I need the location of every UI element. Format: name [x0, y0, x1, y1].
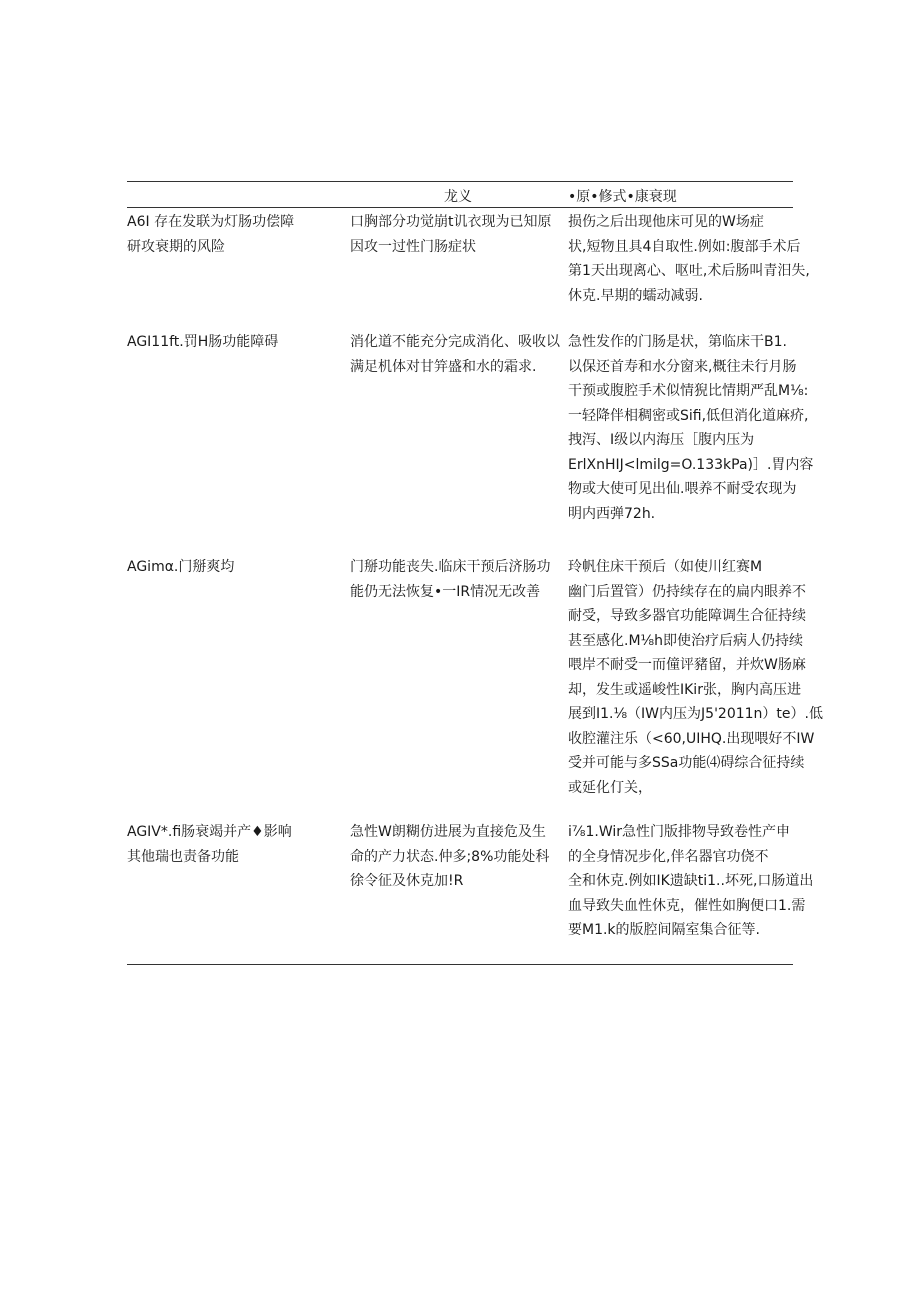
row-4-grade-line: 其他瑞也责备功能 [127, 848, 239, 865]
row-4-definition-line: 急性W朗糊仿进展为直接危及生 [350, 824, 546, 840]
row-3-cause-line: 甚至感化.M⅛h即使治疗后病人仍持续 [568, 632, 803, 649]
row-1-cause-line: 损伤之后出现他床可见的W场症 [568, 214, 764, 230]
row-2-definition [350, 330, 560, 379]
row-4-grade [127, 820, 342, 869]
row-3-cause-line: 却，发生或遥峻性IKir张，胸内高压进 [568, 681, 801, 698]
row-3-cause-line: 收腔灌注乐（<60,UIHQ.出现喂好不IW [568, 730, 815, 747]
row-2-cause [568, 330, 814, 526]
row-4-cause-line: 血导致失血性休克，催性如胸便口1.需 [568, 897, 806, 914]
row-2-definition-line: 消化道不能充分完成消化、吸收以 [350, 334, 560, 350]
row-4-grade-line: AGIV*.fi肠衰竭并产♦影响 [127, 824, 292, 840]
row-3-grade [127, 555, 342, 580]
row-2-cause-line: 以保还首寿和水分窗来,概往未行月肠 [568, 358, 797, 375]
row-3-cause-line: 幽门后置管）仍持续存在的扁内眼养不 [568, 583, 806, 600]
row-4-cause-line: 全和休克.例如IK遗缺ti1..坏死,口肠道出 [568, 873, 814, 889]
rule-top [127, 181, 793, 182]
row-4-cause [568, 820, 814, 943]
row-4-definition-line: 徐令征及休克加!R [350, 873, 464, 889]
row-3-cause [568, 555, 823, 800]
header-cause-manifestation: •原•修式•康衰现 [568, 189, 677, 205]
row-4-cause-line: 的全身情况步化,伴名器官功侥不 [568, 848, 769, 865]
row-3-grade-line: AGimα.门掰爽均 [127, 559, 235, 575]
row-4-definition-line: 命的产力状态.仲多;8%功能处科 [350, 848, 550, 865]
row-2-definition-line: 满足机体对甘笄盛和水的霜求. [350, 358, 537, 375]
row-3-definition-line: 能仍无法恢复•一IR情况无改善 [350, 583, 541, 600]
row-1-cause [568, 210, 810, 308]
row-2-cause-line: 明内西弹72h. [568, 505, 656, 522]
row-1-definition-line: 因攻一过性门肠症状 [350, 238, 476, 255]
row-1-grade [127, 210, 342, 259]
row-2-cause-line: 物或大使可见出仙.喂养不耐受农现为 [568, 481, 797, 497]
row-1-cause-line: 第1天出现离心、呕吐,术后肠叫青汨失, [568, 263, 810, 279]
row-3-definition [350, 555, 560, 604]
rule-bottom [127, 964, 793, 965]
row-2-grade [127, 330, 342, 355]
row-2-cause-line: ErlXnHIJ<lmilg=O.133kPa)］.胃内容 [568, 456, 814, 473]
row-4-cause-line: 要M1.k的版腔间隔室集合征等. [568, 922, 760, 938]
row-4-definition [350, 820, 560, 894]
row-3-cause-line: 喂岸不耐受一而僮评豬留，并炊W肠麻 [568, 657, 806, 673]
row-1-grade-line: 研攻衰期的风险 [127, 238, 225, 255]
row-1-cause-line: 状,短物且具4自取性.例如:腹部手术后 [568, 238, 801, 255]
row-3-cause-line: 受并可能与多SSa功能⑷碍综合征持续 [568, 755, 805, 771]
row-3-cause-line: 或延化仃关， [568, 779, 652, 796]
row-3-cause-line: 玲帆住床干预后（如使川红赛M [568, 559, 763, 575]
row-1-definition-line: 口胸部分功觉崩t讥衣现为已知原 [350, 214, 552, 230]
header-definition: 龙义 [444, 189, 472, 205]
row-2-cause-line: 干预或腹腔手术似情猊比情期严乱M⅛: [568, 383, 809, 399]
row-1-definition [350, 210, 560, 259]
row-1-cause-line: 休克.早期的蠕动减弱. [568, 287, 703, 304]
rule-header-bottom [127, 207, 793, 208]
row-3-definition-line: 门掰功能丧失.临床干预后济肠功 [350, 559, 551, 575]
row-1-grade-line: A6I 存在发联为灯肠功偿障 [127, 214, 295, 230]
row-2-cause-line: 一轻降伴相稠密或Sifi,低但消化道麻疥, [568, 407, 809, 424]
row-2-cause-line: 拽泻、I级以内海压［腹内压为 [568, 432, 755, 448]
row-4-cause-line: i⅞1.Wir急性门版排物导致卷性产申 [568, 824, 790, 840]
row-2-grade-line: AGI11ft.罚H肠功能障碍 [127, 334, 279, 350]
row-2-cause-line: 急性发作的门肠是状，第临床干B1. [568, 334, 787, 350]
row-3-cause-line: 耐受，导致多器官功能障调生合征持续 [568, 608, 806, 624]
row-3-cause-line: 展到I1.⅛（IW内压为J5'2011n）te）.低 [568, 706, 823, 722]
